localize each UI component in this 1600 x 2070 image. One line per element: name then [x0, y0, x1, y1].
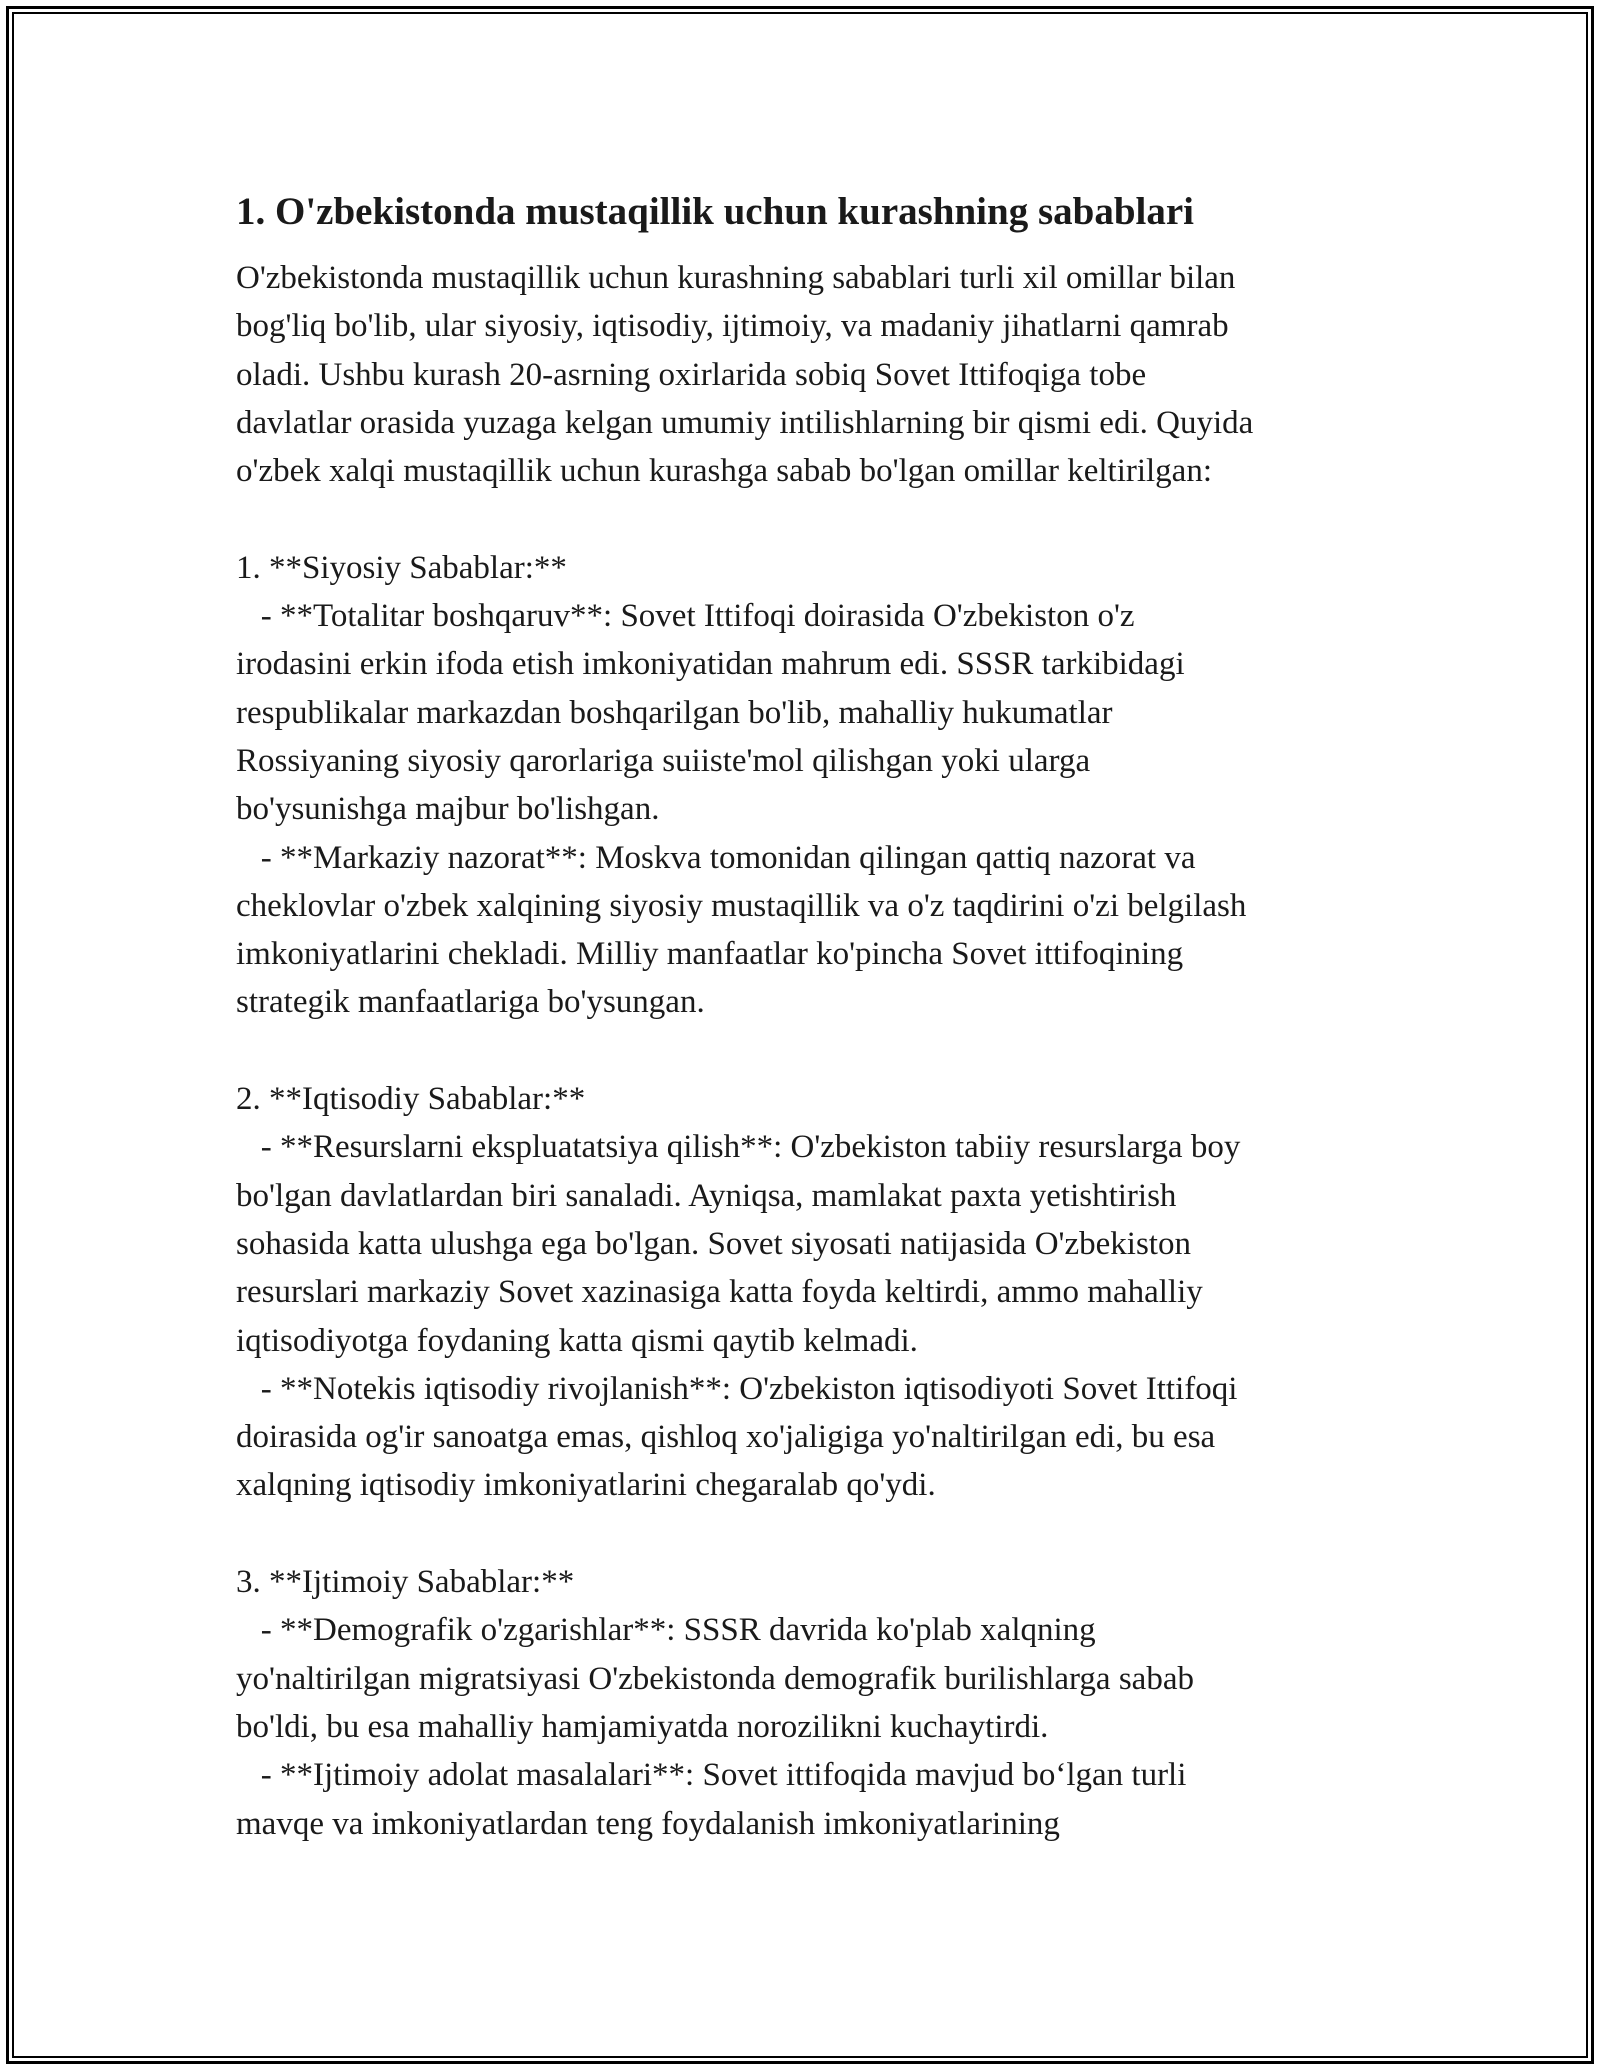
intro-paragraph	[236, 254, 1406, 495]
text-line: irodasini erkin ifoda etish imkoniyatidan mahrum edi. SSSR tarkibidagi	[236, 646, 1185, 683]
text-line: bo'ldi, bu esa mahalliy hamjamiyatda norozilikni kuchaytirdi.	[236, 1708, 1049, 1745]
text-line: sohasida katta ulushga ega bo'lgan. Sovet siyosati natijasida O'zbekiston	[236, 1225, 1191, 1262]
text-line: imkoniyatlarini chekladi. Milliy manfaatlar ko'pincha Sovet ittifoqining	[236, 936, 1184, 973]
text-line: - **Notekis iqtisodiy rivojlanish**: O'zbekiston iqtisodiyoti Sovet Ittifoqi	[236, 1370, 1238, 1407]
section-political-reasons	[236, 544, 1406, 1027]
text-line: - **Markaziy nazorat**: Moskva tomonidan qilingan qattiq nazorat va	[236, 839, 1196, 876]
text-line: davlatlar orasida yuzaga kelgan umumiy intilishlarning bir qismi edi. Quyida	[236, 404, 1254, 441]
text-line: bo'lgan davlatlardan biri sanaladi. Ayniqsa, mamlakat paxta yetishtirish	[236, 1177, 1177, 1214]
paragraph-gap	[236, 1027, 1406, 1075]
text-line: - **Totalitar boshqaruv**: Sovet Ittifoqi doirasida O'zbekiston o'z	[236, 598, 1135, 635]
text-line: yo'naltirilgan migratsiyasi O'zbekistonda demografik burilishlarga sabab	[236, 1660, 1194, 1697]
text-line: - **Demografik o'zgarishlar**: SSSR davrida ko'plab xalqning	[236, 1612, 1096, 1649]
text-line: mavqe va imkoniyatlardan teng foydalanish imkoniyatlarining	[236, 1805, 1060, 1842]
text-line: - **Resurslarni ekspluatatsiya qilish**: O'zbekiston tabiiy resurslarga boy	[236, 1129, 1241, 1166]
text-line: o'zbek xalqi mustaqillik uchun kurashga sabab bo'lgan omillar keltirilgan:	[236, 453, 1212, 490]
text-line: doirasida og'ir sanoatga emas, qishloq xo'jaligiga yo'naltirilgan edi, bu esa	[236, 1419, 1216, 1456]
text-line: cheklovlar o'zbek xalqining siyosiy mustaqillik va o'z taqdirini o'zi belgilash	[236, 887, 1247, 924]
text-line: xalqning iqtisodiy imkoniyatlarini chegaralab qo'ydi.	[236, 1467, 936, 1504]
text-line: O'zbekistonda mustaqillik uchun kurashning sabablari turli xil omillar bilan	[236, 260, 1236, 296]
text-line: iqtisodiyotga foydaning katta qismi qaytib kelmadi.	[236, 1322, 918, 1359]
text-line: resurslari markaziy Sovet xazinasiga katta foyda keltirdi, ammo mahalliy	[236, 1274, 1203, 1311]
list-heading: 3. **Ijtimoiy Sabablar:**	[236, 1564, 575, 1601]
text-line: respublikalar markazdan boshqarilgan bo'lib, mahalliy hukumatlar	[236, 694, 1113, 731]
section-economic-reasons	[236, 1075, 1406, 1510]
text-line: oladi. Ushbu kurash 20-asrning oxirlarida sobiq Sovet Ittifoqiga tobe	[236, 356, 1147, 393]
text-line: Rossiyaning siyosiy qarorlariga suiiste'mol qilishgan yoki ularga	[236, 742, 1091, 779]
text-line: bo'ysunishga majbur bo'lishgan.	[236, 791, 660, 828]
text-line: - **Ijtimoiy adolat masalalari**: Sovet ittifoqida mavjud bo‘lgan turli	[236, 1757, 1187, 1794]
section-heading: 1. O'zbekistonda mustaqillik uchun kurashning sabablari	[236, 190, 1194, 233]
list-heading: 1. **Siyosiy Sabablar:**	[236, 549, 567, 586]
paragraph-gap	[236, 1510, 1406, 1558]
paragraph-gap	[236, 495, 1406, 543]
text-line: bog'liq bo'lib, ular siyosiy, iqtisodiy, ijtimoiy, va madaniy jihatlarni qamrab	[236, 308, 1229, 345]
list-heading: 2. **Iqtisodiy Sabablar:**	[236, 1081, 586, 1118]
section-social-reasons	[236, 1558, 1406, 1848]
text-line: strategik manfaatlariga bo'ysungan.	[236, 984, 705, 1021]
document-body	[236, 184, 1406, 1848]
